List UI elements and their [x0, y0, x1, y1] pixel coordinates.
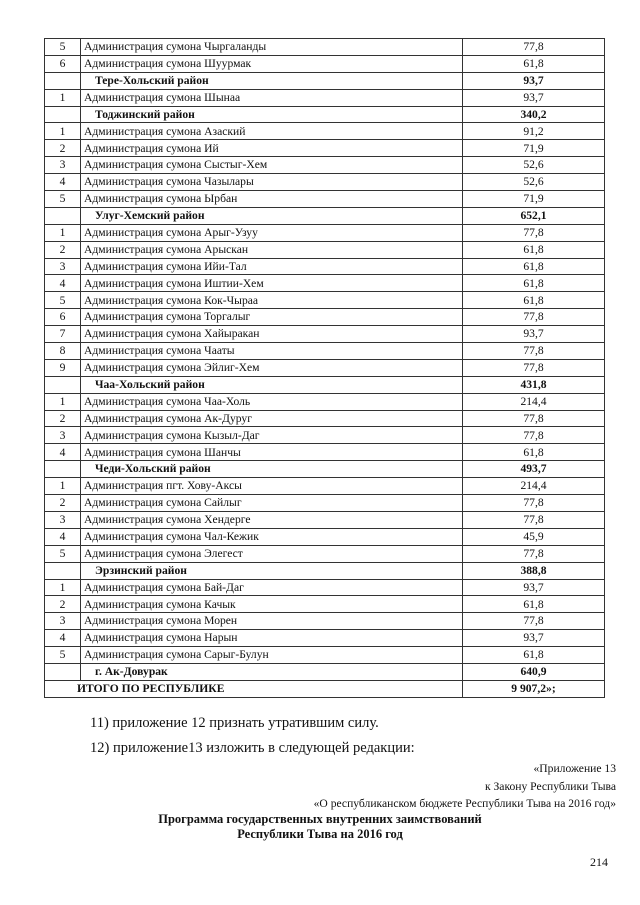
amendment-item-12: 12) приложение13 изложить в следующей редакции:	[90, 740, 415, 756]
table-row	[45, 89, 605, 106]
administration-name: Администрация сумона Ырбан	[81, 191, 463, 208]
row-number: 1	[45, 89, 81, 106]
table-row	[45, 174, 605, 191]
row-number: 4	[45, 630, 81, 647]
allocation-value: 93,7	[463, 579, 605, 596]
administration-name: Администрация сумона Ийи-Тал	[81, 258, 463, 275]
administration-name: Администрация сумона Шанчы	[81, 444, 463, 461]
allocation-value: 61,8	[463, 596, 605, 613]
allocation-value: 652,1	[463, 207, 605, 224]
table-row	[45, 224, 605, 241]
administration-name: Администрация сумона Бай-Даг	[81, 579, 463, 596]
row-number	[45, 376, 81, 393]
allocation-value: 91,2	[463, 123, 605, 140]
administration-name: Администрация сумона Элегест	[81, 545, 463, 562]
program-title-line-2: Республики Тыва на 2016 год	[237, 827, 403, 841]
row-number: 7	[45, 326, 81, 343]
program-title	[0, 812, 640, 842]
row-number	[45, 106, 81, 123]
administration-name: Администрация сумона Торгалыг	[81, 309, 463, 326]
administration-name: Администрация сумона Ак-Дуруг	[81, 410, 463, 427]
allocation-value: 93,7	[463, 72, 605, 89]
allocation-value: 77,8	[463, 343, 605, 360]
row-number: 2	[45, 140, 81, 157]
allocation-value: 77,8	[463, 545, 605, 562]
amendment-item-11: 11) приложение 12 признать утратившим силу.	[90, 715, 379, 731]
administration-name: Администрация сумона Качык	[81, 596, 463, 613]
table-body	[45, 39, 605, 681]
table-row	[45, 292, 605, 309]
table-row	[45, 630, 605, 647]
allocation-value: 61,8	[463, 258, 605, 275]
total-row	[45, 680, 605, 697]
allocation-value: 45,9	[463, 528, 605, 545]
row-number: 3	[45, 511, 81, 528]
row-number: 1	[45, 123, 81, 140]
total-label: ИТОГО ПО РЕСПУБЛИКЕ	[45, 680, 463, 697]
district-name: Улуг-Хемский район	[81, 207, 463, 224]
administration-name: Администрация сумона Азаский	[81, 123, 463, 140]
allocation-value: 214,4	[463, 393, 605, 410]
allocation-value: 93,7	[463, 89, 605, 106]
district-subtotal-row	[45, 376, 605, 393]
allocation-value: 77,8	[463, 39, 605, 56]
district-subtotal-row	[45, 562, 605, 579]
allocation-value: 61,8	[463, 275, 605, 292]
administration-name: Администрация сумона Кок-Чыраа	[81, 292, 463, 309]
administration-name: Администрация сумона Чал-Кежик	[81, 528, 463, 545]
table-row	[45, 393, 605, 410]
district-subtotal-row	[45, 663, 605, 680]
table-row	[45, 596, 605, 613]
row-number: 6	[45, 55, 81, 72]
administration-name: Администрация сумона Эйлиг-Хем	[81, 359, 463, 376]
allocation-value: 61,8	[463, 647, 605, 664]
table-row	[45, 478, 605, 495]
district-name: Эрзинский район	[81, 562, 463, 579]
row-number: 9	[45, 359, 81, 376]
allocation-value: 61,8	[463, 55, 605, 72]
total-value: 9 907,2»;	[463, 680, 605, 697]
administration-name: Администрация сумона Сыстыг-Хем	[81, 157, 463, 174]
row-number: 6	[45, 309, 81, 326]
administration-name: Администрация сумона Шынаа	[81, 89, 463, 106]
district-subtotal-row	[45, 72, 605, 89]
allocation-value: 93,7	[463, 326, 605, 343]
allocation-value: 77,8	[463, 359, 605, 376]
allocation-value: 77,8	[463, 427, 605, 444]
row-number	[45, 663, 81, 680]
table-row	[45, 495, 605, 512]
administration-name: Администрация сумона Морен	[81, 613, 463, 630]
row-number: 2	[45, 495, 81, 512]
allocation-value: 77,8	[463, 511, 605, 528]
table-row	[45, 444, 605, 461]
allocation-value: 640,9	[463, 663, 605, 680]
row-number: 5	[45, 545, 81, 562]
administration-name: Администрация сумона Хендерге	[81, 511, 463, 528]
administration-name: Администрация сумона Ий	[81, 140, 463, 157]
table-row	[45, 579, 605, 596]
table-row	[45, 359, 605, 376]
row-number: 3	[45, 157, 81, 174]
row-number: 2	[45, 241, 81, 258]
row-number	[45, 461, 81, 478]
district-subtotal-row	[45, 106, 605, 123]
allocation-value: 52,6	[463, 157, 605, 174]
table-row	[45, 39, 605, 56]
administration-name: Администрация сумона Шуурмак	[81, 55, 463, 72]
allocation-value: 214,4	[463, 478, 605, 495]
table-row	[45, 309, 605, 326]
table-row	[45, 157, 605, 174]
table-row	[45, 55, 605, 72]
allocation-value: 71,9	[463, 140, 605, 157]
administration-name: Администрация сумона Кызыл-Даг	[81, 427, 463, 444]
row-number: 3	[45, 613, 81, 630]
page-number: 214	[590, 855, 608, 869]
appendix-header-line-1: «Приложение 13	[533, 762, 616, 775]
row-number: 5	[45, 647, 81, 664]
row-number: 4	[45, 528, 81, 545]
district-name: Чаа-Хольский район	[81, 376, 463, 393]
table-row	[45, 343, 605, 360]
allocation-value: 52,6	[463, 174, 605, 191]
administration-name: Администрация сумона Иштии-Хем	[81, 275, 463, 292]
allocation-value: 77,8	[463, 495, 605, 512]
allocation-value: 340,2	[463, 106, 605, 123]
row-number: 4	[45, 275, 81, 292]
table-row	[45, 258, 605, 275]
row-number	[45, 562, 81, 579]
district-name: Чеди-Хольский район	[81, 461, 463, 478]
row-number: 8	[45, 343, 81, 360]
table-row	[45, 275, 605, 292]
table-row	[45, 326, 605, 343]
appendix-header	[314, 760, 616, 813]
table-row	[45, 410, 605, 427]
administration-name: Администрация сумона Чыргаланды	[81, 39, 463, 56]
table-row	[45, 647, 605, 664]
district-subtotal-row	[45, 207, 605, 224]
district-name: г. Ак-Довурак	[81, 663, 463, 680]
allocation-value: 71,9	[463, 191, 605, 208]
administration-name: Администрация сумона Чааты	[81, 343, 463, 360]
program-title-line-1: Программа государственных внутренних заимствований	[158, 812, 482, 826]
row-number: 5	[45, 292, 81, 309]
allocation-value: 93,7	[463, 630, 605, 647]
row-number: 1	[45, 478, 81, 495]
administration-name: Администрация сумона Чаа-Холь	[81, 393, 463, 410]
administration-name: Администрация сумона Хайыракан	[81, 326, 463, 343]
allocation-value: 77,8	[463, 613, 605, 630]
row-number: 3	[45, 258, 81, 275]
table-row	[45, 528, 605, 545]
table-row	[45, 613, 605, 630]
district-name: Тере-Хольский район	[81, 72, 463, 89]
row-number: 1	[45, 579, 81, 596]
allocation-value: 77,8	[463, 309, 605, 326]
administration-name: Администрация сумона Сайлыг	[81, 495, 463, 512]
row-number: 1	[45, 224, 81, 241]
allocation-value: 61,8	[463, 444, 605, 461]
row-number: 2	[45, 410, 81, 427]
allocation-value: 61,8	[463, 292, 605, 309]
administration-name: Администрация сумона Нарын	[81, 630, 463, 647]
row-number: 4	[45, 444, 81, 461]
allocation-value: 431,8	[463, 376, 605, 393]
row-number: 1	[45, 393, 81, 410]
allocation-value: 77,8	[463, 224, 605, 241]
row-number: 5	[45, 39, 81, 56]
appendix-header-line-3: «О республиканском бюджете Республики Тыва на 2016 год»	[313, 797, 616, 810]
row-number: 3	[45, 427, 81, 444]
table-row	[45, 191, 605, 208]
allocation-value: 61,8	[463, 241, 605, 258]
table-row	[45, 545, 605, 562]
administration-name: Администрация сумона Сарыг-Булун	[81, 647, 463, 664]
row-number: 2	[45, 596, 81, 613]
budget-allocation-table	[44, 38, 605, 698]
allocation-value: 493,7	[463, 461, 605, 478]
table-row	[45, 123, 605, 140]
table-row	[45, 140, 605, 157]
administration-name: Администрация сумона Арыскан	[81, 241, 463, 258]
table-row	[45, 427, 605, 444]
administration-name: Администрация пгт. Хову-Аксы	[81, 478, 463, 495]
administration-name: Администрация сумона Арыг-Узуу	[81, 224, 463, 241]
row-number	[45, 207, 81, 224]
table-row	[45, 241, 605, 258]
appendix-header-line-2: к Закону Республики Тыва	[484, 779, 616, 793]
allocation-value: 388,8	[463, 562, 605, 579]
district-subtotal-row	[45, 461, 605, 478]
table-row	[45, 511, 605, 528]
row-number: 5	[45, 191, 81, 208]
row-number: 4	[45, 174, 81, 191]
allocation-value: 77,8	[463, 410, 605, 427]
row-number	[45, 72, 81, 89]
district-name: Тоджинский район	[81, 106, 463, 123]
administration-name: Администрация сумона Чазылары	[81, 174, 463, 191]
